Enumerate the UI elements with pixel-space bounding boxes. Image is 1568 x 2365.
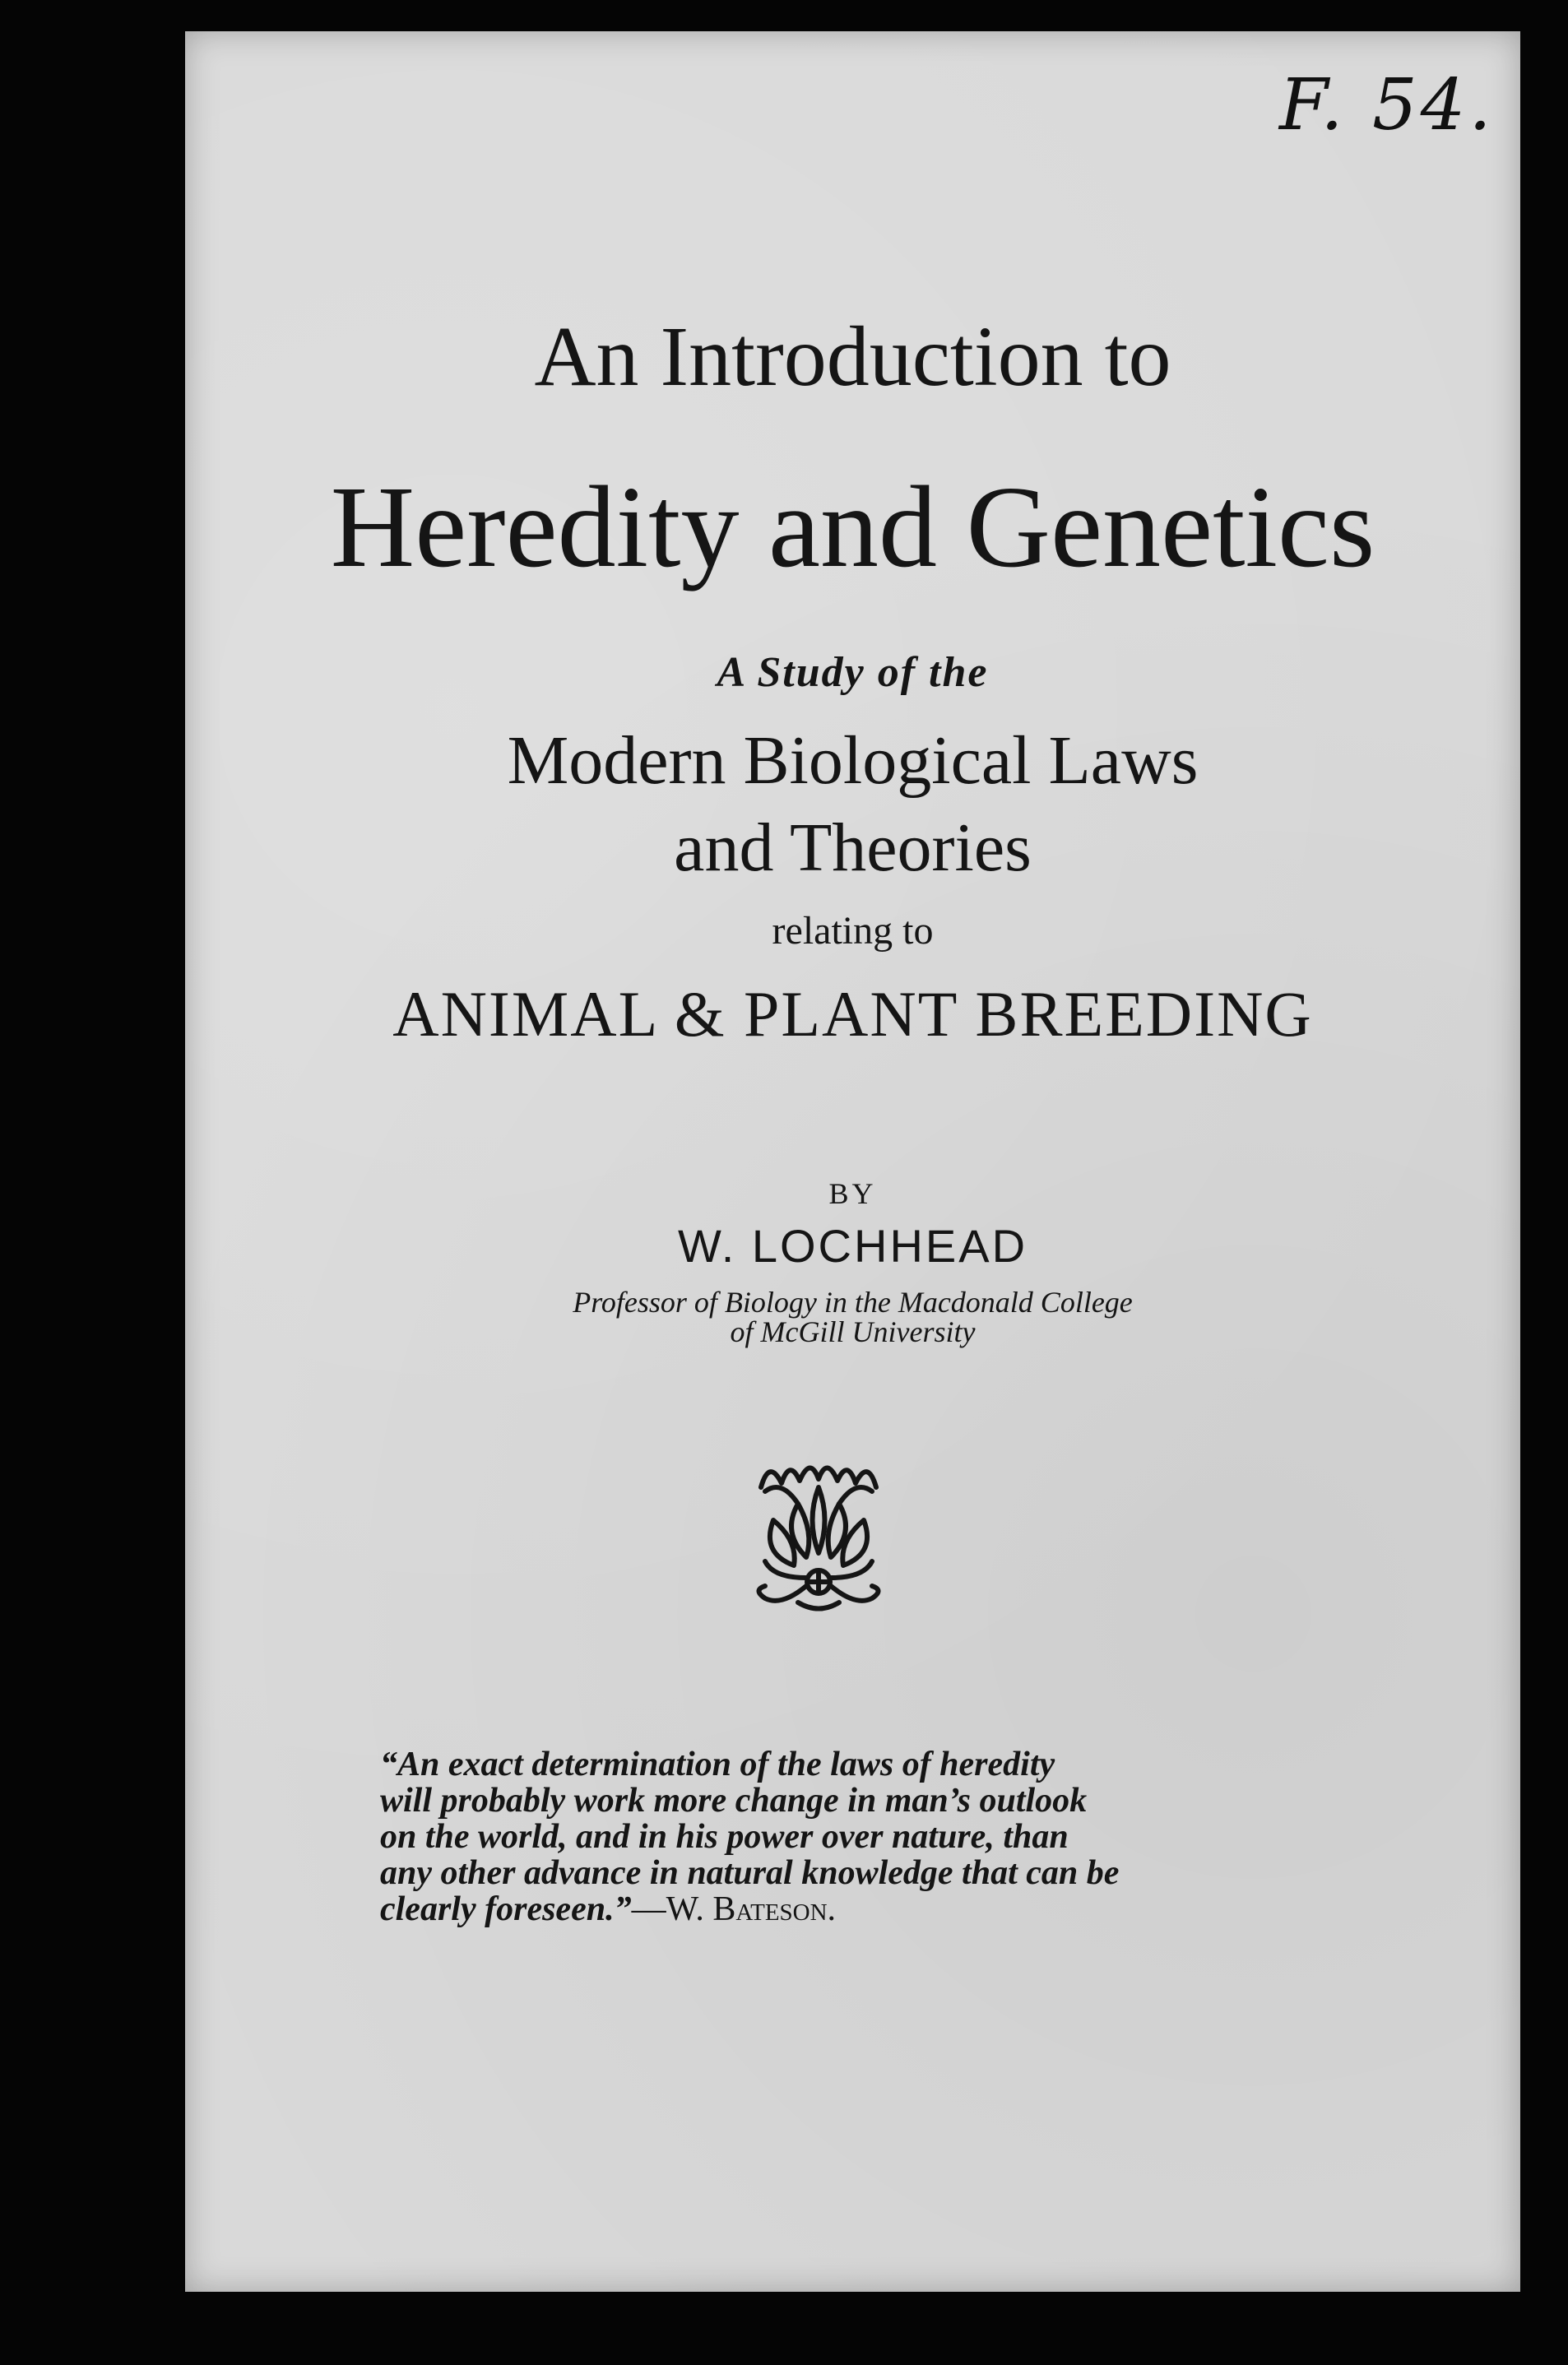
quote-line: any other advance in natural knowledge that can be — [380, 1854, 1120, 1892]
author-affiliation-line-2: of McGill University — [730, 1315, 976, 1348]
floral-ornament-icon — [749, 1454, 888, 1619]
subtitle-line-2: and Theories — [674, 809, 1032, 886]
title-line-2: Heredity and Genetics — [330, 461, 1375, 591]
quote-line: “An exact determination of the laws of heredity — [380, 1746, 1055, 1783]
title-line-1: An Introduction to — [534, 309, 1171, 404]
handwritten-annotation: F. 54. — [1279, 64, 1495, 146]
quote-line-end: clearly foreseen.” — [380, 1890, 632, 1928]
subtitle-subject: ANIMAL & PLANT BREEDING — [392, 978, 1313, 1050]
quote-line: will probably work more change in man’s outlook — [380, 1782, 1088, 1820]
title-page — [185, 31, 1520, 2292]
quote-last-line — [380, 1891, 1334, 1927]
epigraph-quote — [380, 1746, 1334, 1927]
author-affiliation-line-1: Professor of Biology in the Macdonald College — [573, 1286, 1133, 1319]
byline-by: BY — [828, 1177, 877, 1210]
quote-attribution: —W. Bateson. — [631, 1890, 837, 1928]
author-name: W. LOCHHEAD — [677, 1220, 1028, 1272]
quote-line: on the world, and in his power over nature, than — [380, 1818, 1069, 1856]
subtitle-relating: relating to — [772, 909, 934, 953]
subtitle-line-1: Modern Biological Laws — [507, 722, 1199, 799]
subtitle-intro: A Study of the — [717, 649, 989, 696]
